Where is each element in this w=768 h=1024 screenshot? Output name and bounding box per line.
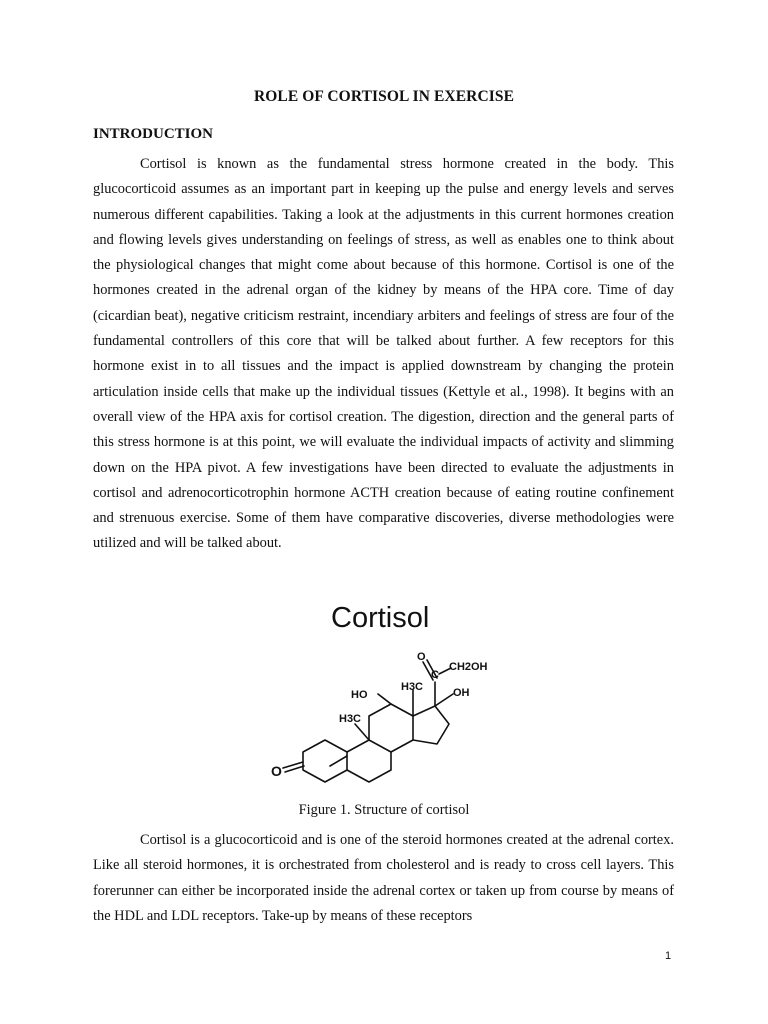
figure-caption: Figure 1. Structure of cortisol bbox=[298, 802, 470, 818]
ch2oh-label: CH2OH bbox=[449, 661, 488, 673]
section-heading: INTRODUCTION bbox=[93, 126, 214, 142]
ketone-o-label: O bbox=[271, 763, 282, 779]
h3c-left-label: H3C bbox=[339, 713, 362, 725]
c-label: C bbox=[431, 669, 439, 681]
carbonyl-o-label: O bbox=[417, 651, 426, 663]
cortisol-structure-figure bbox=[253, 590, 515, 790]
ho-label: HO bbox=[351, 689, 368, 701]
oh-label: OH bbox=[453, 687, 470, 699]
h3c-top-label: H3C bbox=[401, 681, 424, 693]
body-paragraph: Cortisol is a glucocorticoid and is one of the steroid hormones created at the adrenal cortex. Like all steroid hormones, it is orchestrated from cholesterol and is ready to cross cell layers. This forerunner can either be incorporated inside the adrenal cortex or taken up from course by means of the HDL and LDL receptors. Take-up by means of these receptors bbox=[93, 832, 674, 924]
page-number: 1 bbox=[665, 950, 672, 962]
figure-title: Cortisol bbox=[331, 602, 430, 634]
intro-paragraph: Cortisol is known as the fundamental stress hormone created in the body. This glucocorticoid assumes as an important part in keeping up the pulse and energy levels and serves numerous different capabilities. Taking a look at the adjustments in this current hormones creation and flowing levels gives understanding on feelings of stress, as well as enables one to think about the physiological changes that might come about because of this hormone. Cortisol is one of the hormones created in the adrenal organ of the kidney by means of the HPA core. Time of day (cicardian beat), negative criticism restraint, incendiary arbiters and feelings of stress are four of the fundamental controllers of this core that will be talked about further. A few receptors for this hormone exist in to all tissues and the impact is applied downstream by changing the protein articulation inside cells that make up the individual tissues (Kettyle et al., 1998). It begins with an overall view of the HPA axis for cortisol creation. The digestion, direction and the general parts of this stress hormone is at this point, we will evaluate the individual impacts of activity and slimming down on the HPA pivot. A few investigations have been directed to evaluate the adjustments in cortisol and adrenocorticotrophin hormone ACTH creation because of eating routine confinement and strenuous exercise. Some of them have comparative discoveries, diverse methodologies were utilized and will be talked about. bbox=[93, 156, 674, 552]
document-title: ROLE OF CORTISOL IN EXERCISE bbox=[253, 88, 515, 105]
cortisol-structure-diagram bbox=[253, 590, 515, 790]
